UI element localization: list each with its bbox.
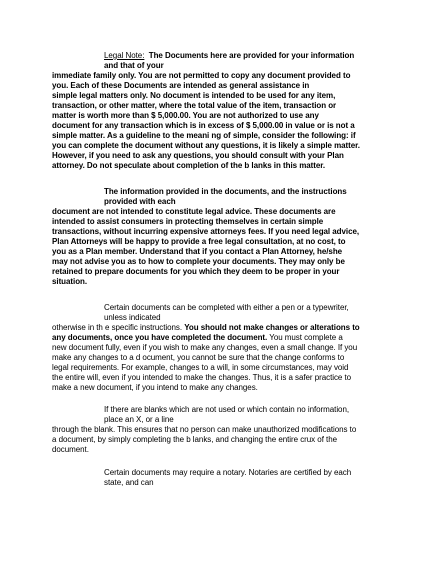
- text-line: you can complete the document without any questions, it is likely a simple matter.: [52, 141, 360, 150]
- text-line: Plan Attorneys will be happy to provide a free legal consultation, at no cost, to: [52, 237, 346, 246]
- text-line: unless indicated: [104, 313, 161, 322]
- notary-paragraph: [52, 468, 392, 488]
- text-line: retained to prepare documents for you which they deem to be proper in your: [52, 267, 340, 276]
- text-line: place an X, or a line: [104, 415, 174, 424]
- text-line: the entire will, even if you intended to make the changes. Thus, it is a safer practice to: [52, 373, 352, 382]
- text-line: provided with each: [104, 197, 176, 206]
- text-line: make any changes to a d ocument, you cannot be sure that the change conforms to: [52, 353, 345, 362]
- text-line: situation.: [52, 277, 88, 286]
- text-line: transactions, without incurring expensive attorneys fees. If you need legal advice,: [52, 227, 360, 236]
- legal-note-paragraph: [52, 51, 392, 171]
- text-line: document.: [52, 445, 89, 454]
- legal-advice-paragraph: [52, 187, 392, 287]
- text-line: However, if you need to ask any questions, you should consult with your Plan: [52, 151, 344, 160]
- completion-paragraph: [52, 303, 392, 393]
- bold-text-span: any documents, once you have completed the document.: [52, 333, 268, 342]
- text-line: a document, by simply completing the b lanks, and changing the entire crux of the: [52, 435, 338, 444]
- text-span: The Documents here are provided for your information: [148, 51, 355, 60]
- text-line: legal requirements. For example, changes to a will, in some circumstances, may void: [52, 363, 349, 372]
- text-line: document for any transaction which is in excess of $ 5,000.00 in value or is not a: [52, 121, 355, 130]
- text-line: immediate family only. You are not permitted to copy any document provided to: [52, 71, 351, 80]
- text-line: [52, 333, 392, 343]
- text-line: The information provided in the documents, and the instructions: [104, 187, 347, 196]
- text-line: intended to assist consumers in protecting themselves in certain simple: [52, 217, 324, 226]
- text-line: through the blank. This ensures that no person can make unauthorized modifications to: [52, 425, 357, 434]
- text-line: simple legal matters only. No document is intended to be used for any item,: [52, 91, 336, 100]
- legal-note-label: Legal Note:: [104, 51, 145, 60]
- text-line: make a new document, if you intend to make any changes.: [52, 383, 258, 392]
- text-line: state, and can: [104, 478, 154, 487]
- text-line: attorney. Do not speculate about completion of the b lanks in this matter.: [52, 161, 326, 170]
- blanks-paragraph: [52, 405, 392, 455]
- text-span: otherwise in th e specific instructions.: [52, 323, 185, 332]
- text-line: new document fully, even if you wish to make any changes, even a small change. If you: [52, 343, 358, 352]
- text-line: [52, 323, 392, 333]
- text-line: If there are blanks which are not used or which contain no information,: [104, 405, 350, 414]
- text-line: transaction, or other matter, where the total value of the item, transaction or: [52, 101, 337, 110]
- text-line: Certain documents can be completed with either a pen or a typewriter,: [104, 303, 349, 312]
- text-line: and that of your: [104, 61, 164, 70]
- text-span: You must complete a: [267, 333, 343, 342]
- text-line: you. Each of these Documents are intended as general assistance in: [52, 81, 310, 90]
- text-line: [52, 51, 392, 61]
- text-line: matter is worth more than $ 5,000.00. You are not authorized to use any: [52, 111, 319, 120]
- text-line: simple matter. As a guideline to the meani ng of simple, consider the following: if: [52, 131, 356, 140]
- text-line: Certain documents may require a notary. Notaries are certified by each: [104, 468, 352, 477]
- text-line: may not advise you as to how to complete your documents. They may only be: [52, 257, 345, 266]
- bold-text-span: You should not make changes or alterations to: [184, 323, 360, 332]
- text-line: document are not intended to constitute legal advice. These documents are: [52, 207, 336, 216]
- text-line: you as a Plan member. Understand that if you contact a Plan Attorney, he/she: [52, 247, 343, 256]
